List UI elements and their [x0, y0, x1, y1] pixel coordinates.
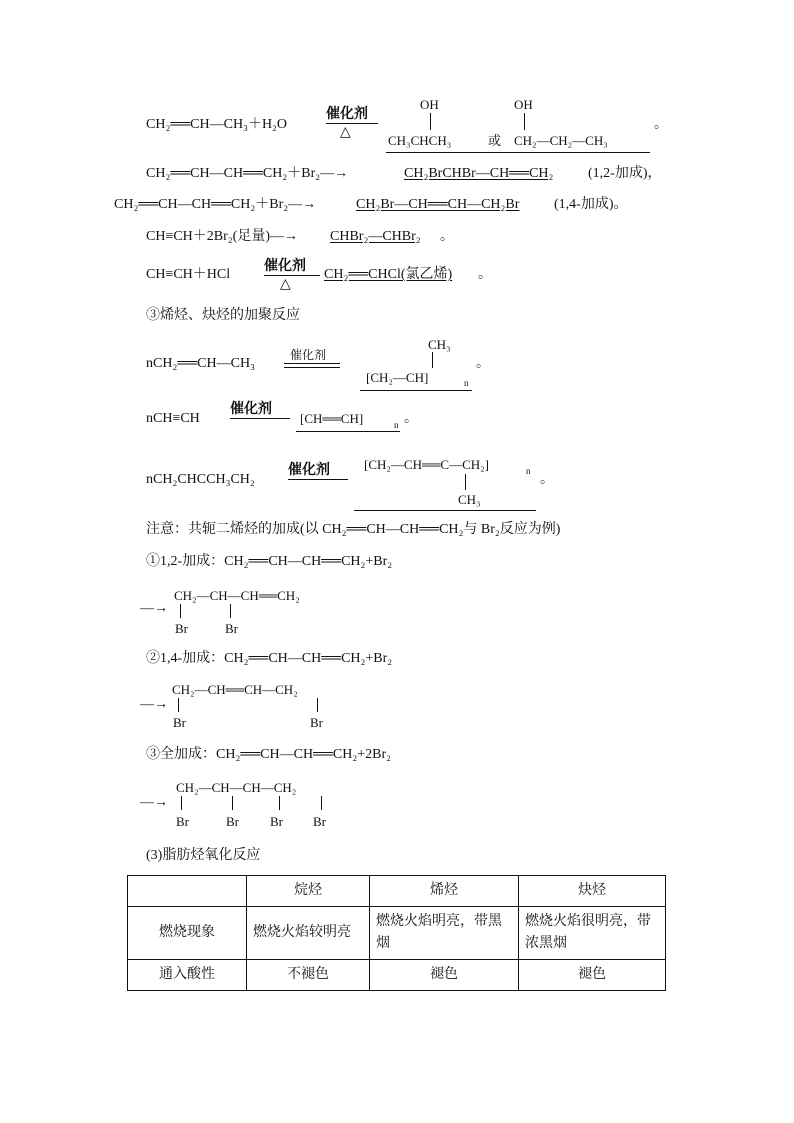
reaction-1-lhs: CH₂══CH—CH₃＋H₂O — [146, 117, 288, 132]
bond-line — [524, 113, 525, 130]
reaction-3-lhs: CH₂══CH—CH══CH₂＋Br₂—→ — [114, 197, 317, 212]
reaction-5-product: CH₂══CHCl(氯乙烯) — [324, 267, 453, 282]
bromine-atom: Br — [310, 715, 323, 730]
reaction-arrow — [326, 123, 378, 124]
bond-line — [430, 113, 431, 130]
addition-full-label: ③全加成：CH₂══CH—CH══CH₂+2Br₂ — [146, 747, 392, 762]
addition-14-label: ②1,4-加成：CH₂══CH—CH══CH₂+Br₂ — [146, 651, 393, 666]
reaction-2-note: (1,2-加成)， — [588, 166, 662, 181]
bond-line — [181, 796, 182, 810]
reaction-arrow — [288, 479, 348, 480]
catalyst-label: 催化剂 — [264, 259, 306, 274]
reaction-4-product: CHBr₂—CHBr₂ — [330, 229, 421, 244]
end-mark: 。 — [476, 356, 490, 371]
bond-line — [232, 796, 233, 810]
reaction-5-lhs: CH≡CH＋HCl — [146, 267, 231, 282]
bromine-atom: Br — [176, 814, 189, 829]
table-row — [128, 960, 666, 991]
table-header-cell: 烯烃 — [370, 876, 519, 907]
note-title: 注意：共轭二烯烃的加成(以 CH₂══CH—CH══CH₂与 Br₂反应为例) — [146, 522, 561, 537]
end-mark: 。 — [440, 229, 454, 244]
catalyst-label: 催化剂 — [326, 107, 368, 122]
polymer-chain: [CH══CH] — [300, 411, 364, 426]
table-row — [128, 907, 666, 960]
product-chain: CH₂—CH—CH—CH₂ — [176, 780, 297, 795]
oxidation-table — [127, 875, 666, 991]
table-cell: 通入酸性 — [128, 960, 247, 991]
product-chain: CH₂—CH══CH—CH₂ — [172, 682, 298, 697]
subscript-n: n — [394, 420, 399, 430]
table-cell: 燃烧火焰很明亮，带浓黑烟 — [519, 907, 666, 960]
polymer-2-lhs: nCH≡CH — [146, 411, 200, 426]
bond-line — [465, 474, 466, 490]
reaction-2-product: CH₂BrCHBr—CH══CH₂ — [404, 166, 554, 181]
heat-symbol: △ — [280, 277, 291, 292]
reaction-arrow — [264, 275, 320, 276]
table-cell: 褪色 — [370, 960, 519, 991]
product-b: CH₂—CH₂—CH₃ — [514, 133, 608, 148]
end-mark: 。 — [478, 267, 492, 282]
table-cell: 不褪色 — [247, 960, 370, 991]
bond-line — [317, 698, 318, 712]
or-word: 或 — [488, 133, 502, 148]
product-chain: CH₂—CH—CH══CH₂ — [174, 588, 300, 603]
section-heading: (3)脂肪烃氧化反应 — [146, 848, 261, 863]
table-cell: 燃烧火焰较明亮 — [247, 907, 370, 960]
answer-underline — [386, 152, 650, 153]
table-header-cell: 炔烃 — [519, 876, 666, 907]
answer-underline — [296, 431, 400, 432]
table-cell: 燃烧现象 — [128, 907, 247, 960]
reaction-arrow: —→ — [140, 795, 168, 810]
bromine-atom: Br — [225, 621, 238, 636]
polymer-chain: [CH₂—CH] — [366, 370, 429, 385]
polymer-1-lhs: nCH₂══CH—CH₃ — [146, 356, 255, 371]
oh-group: OH — [514, 97, 533, 112]
product-a: CH₃CHCH₃ — [388, 133, 452, 148]
reaction-3-product: CH₂Br—CH══CH—CH₂Br — [356, 197, 520, 212]
table-header-cell: 烷烃 — [247, 876, 370, 907]
end-mark: 。 — [404, 411, 418, 426]
bond-line — [180, 604, 181, 618]
reaction-arrow — [284, 367, 340, 368]
reaction-arrow: —→ — [140, 697, 168, 712]
bromine-atom: Br — [226, 814, 239, 829]
subscript-n: n — [526, 466, 531, 476]
catalyst-label: 催化剂 — [288, 463, 330, 478]
bromine-atom: Br — [173, 715, 186, 730]
subscript-n: n — [464, 378, 469, 388]
polymer-chain: [CH₂—CH══C—CH₂] — [364, 457, 489, 472]
table-header-cell — [128, 876, 247, 907]
reaction-arrow: —→ — [140, 601, 168, 616]
reaction-arrow — [230, 418, 290, 419]
bromine-atom: Br — [270, 814, 283, 829]
bond-line — [230, 604, 231, 618]
oh-group: OH — [420, 97, 439, 112]
reaction-3-note: (1,4-加成)。 — [554, 197, 628, 212]
section-heading: ③烯烃、炔烃的加聚反应 — [146, 308, 300, 323]
answer-underline — [360, 390, 472, 391]
bond-line — [432, 352, 433, 368]
reaction-4-lhs: CH≡CH＋2Br₂(足量)—→ — [146, 229, 298, 244]
answer-underline — [354, 510, 536, 511]
bond-line — [178, 698, 179, 712]
catalyst-label: 催化剂 — [290, 348, 327, 362]
table-cell: 燃烧火焰明亮，带黑烟 — [370, 907, 519, 960]
addition-12-label: ①1,2-加成：CH₂══CH—CH══CH₂+Br₂ — [146, 554, 393, 569]
bromine-atom: Br — [313, 814, 326, 829]
reaction-arrow — [284, 363, 340, 364]
end-mark: 。 — [540, 472, 554, 487]
catalyst-label: 催化剂 — [230, 402, 272, 417]
methyl-group: CH₃ — [428, 337, 451, 352]
methyl-group: CH₃ — [458, 492, 481, 507]
bromine-atom: Br — [175, 621, 188, 636]
reaction-2-lhs: CH₂══CH—CH══CH₂＋Br₂—→ — [146, 166, 349, 181]
table-header-row — [128, 876, 666, 907]
polymer-3-lhs: nCH₂CHCCH₃CH₂ — [146, 472, 255, 487]
heat-symbol: △ — [340, 125, 351, 140]
table-cell: 褪色 — [519, 960, 666, 991]
end-mark: 。 — [654, 117, 668, 132]
bond-line — [321, 796, 322, 810]
bond-line — [279, 796, 280, 810]
